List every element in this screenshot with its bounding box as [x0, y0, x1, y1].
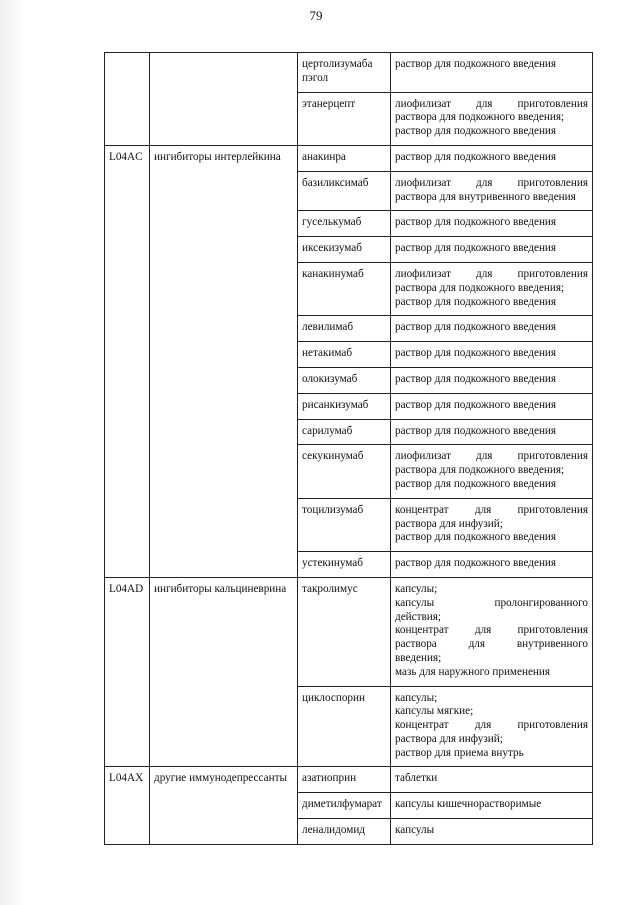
dosage-form-line: раствора для внутривенного введения: [395, 190, 576, 203]
drug-name-cell: анакинра: [298, 145, 391, 171]
drug-name-cell: азатиоприн: [298, 767, 391, 793]
dosage-form-line: раствор для подкожного введения: [395, 398, 557, 411]
dosage-form-line: концентрат для приготовления: [395, 624, 588, 637]
table-body: [105, 53, 593, 845]
dosage-form-line: раствор для подкожного введения: [395, 242, 557, 255]
dosage-form-line: раствор для подкожного введения: [395, 58, 557, 70]
dosage-form-line: раствор для подкожного введения: [395, 557, 557, 570]
dosage-form-cell: [391, 53, 593, 93]
drug-group-cell: ингибиторы интерлейкина: [150, 145, 298, 577]
drug-name-cell: леналидомид: [298, 819, 391, 845]
drug-name-cell: цертолизумаба пэгол: [298, 53, 391, 93]
drug-name-cell: олокизумаб: [298, 367, 391, 393]
dosage-form-line: раствора для внутривенного: [395, 638, 588, 651]
drug-name-cell: тоцилизумаб: [298, 498, 391, 551]
dosage-form-line: лиофилизат для приготовления: [395, 97, 588, 110]
dosage-form-cell: [391, 793, 593, 819]
drug-table: [104, 52, 593, 845]
dosage-form-line: раствора для инфузий;: [395, 732, 503, 745]
dosage-form-line: раствор для приема внутрь: [395, 746, 524, 759]
dosage-form-cell: [391, 211, 593, 237]
drug-name-cell: гуселькумаб: [298, 211, 391, 237]
dosage-form-line: раствор для подкожного введения: [395, 295, 557, 308]
dosage-form-cell: [391, 767, 593, 793]
dosage-form-line: действия;: [395, 610, 442, 623]
dosage-form-cell: [391, 237, 593, 263]
drug-group-cell: ингибиторы кальциневрина: [150, 577, 298, 767]
dosage-form-cell: [391, 819, 593, 845]
drug-name-cell: диметилфумарат: [298, 793, 391, 819]
dosage-form-cell: [391, 316, 593, 342]
table-row: [105, 53, 593, 93]
dosage-form-line: раствора для подкожного введения;: [395, 111, 565, 124]
drug-group-cell: [150, 53, 298, 146]
table-row: [105, 767, 593, 793]
dosage-form-line: раствор для подкожного введения: [395, 477, 557, 490]
dosage-form-line: капсулы: [395, 824, 435, 837]
drug-name-cell: нетакимаб: [298, 342, 391, 368]
table-row: [105, 145, 593, 171]
dosage-form-line: раствор для подкожного введения: [395, 150, 557, 163]
dosage-form-cell: [391, 171, 593, 211]
drug-name-cell: рисанкизумаб: [298, 393, 391, 419]
drug-name-cell: канакинумаб: [298, 262, 391, 315]
atc-code-cell: [105, 53, 150, 146]
dosage-form-cell: [391, 342, 593, 368]
dosage-form-line: раствора для подкожного введения;: [395, 464, 565, 477]
drug-name-cell: сарилумаб: [298, 419, 391, 445]
dosage-form-line: раствора для подкожного введения;: [395, 281, 565, 294]
dosage-form-cell: [391, 419, 593, 445]
dosage-form-line: капсулы мягкие;: [395, 705, 474, 718]
dosage-form-cell: [391, 686, 593, 767]
drug-name-cell: иксекизумаб: [298, 237, 391, 263]
drug-name-cell: секукинумаб: [298, 445, 391, 498]
dosage-form-line: капсулы;: [395, 691, 438, 704]
dosage-form-line: раствора для инфузий;: [395, 517, 503, 530]
dosage-form-line: концентрат для приготовления: [395, 503, 588, 516]
dosage-form-line: капсулы;: [395, 582, 438, 595]
drug-name-cell: такролимус: [298, 577, 391, 686]
dosage-form-line: лиофилизат для приготовления: [395, 450, 588, 463]
dosage-form-line: раствор для подкожного введения: [395, 216, 557, 229]
dosage-form-cell: [391, 552, 593, 578]
dosage-form-line: раствор для подкожного введения: [395, 424, 557, 437]
dosage-form-line: раствор для подкожного введения: [395, 321, 557, 334]
scan-shadow: [0, 0, 26, 905]
atc-code-cell: L04AC: [105, 145, 150, 577]
page-number: 79: [309, 8, 323, 23]
dosage-form-line: капсулы кишечнорастворимые: [395, 798, 542, 811]
dosage-form-line: лиофилизат для приготовления: [395, 176, 588, 189]
dosage-form-line: раствор для подкожного введения: [395, 531, 557, 544]
drug-name-cell: базиликсимаб: [298, 171, 391, 211]
dosage-form-line: мазь для наружного применения: [395, 665, 551, 678]
dosage-form-cell: [391, 445, 593, 498]
dosage-form-cell: [391, 262, 593, 315]
table-row: [105, 577, 593, 686]
dosage-form-cell: [391, 498, 593, 551]
drug-group-cell: другие иммунодепрессанты: [150, 767, 298, 844]
drug-name-cell: циклоспорин: [298, 686, 391, 767]
dosage-form-line: лиофилизат для приготовления: [395, 267, 588, 280]
dosage-form-line: таблетки: [395, 772, 438, 785]
atc-code-cell: L04AX: [105, 767, 150, 844]
drug-name-cell: устекинумаб: [298, 552, 391, 578]
dosage-form-line: концентрат для приготовления: [395, 719, 588, 732]
dosage-form-cell: [391, 367, 593, 393]
dosage-form-line: раствор для подкожного введения: [395, 372, 557, 385]
drug-name-cell: левилимаб: [298, 316, 391, 342]
atc-code-cell: L04AD: [105, 577, 150, 767]
dosage-form-cell: [391, 92, 593, 145]
dosage-form-line: введения;: [395, 651, 442, 664]
dosage-form-line: раствор для подкожного введения: [395, 347, 557, 360]
dosage-form-cell: [391, 145, 593, 171]
dosage-form-cell: [391, 393, 593, 419]
dosage-form-line: раствор для подкожного введения: [395, 125, 557, 138]
dosage-form-cell: [391, 577, 593, 686]
dosage-form-line: капсулы пролонгированного: [395, 596, 588, 609]
drug-name-cell: этанерцепт: [298, 92, 391, 145]
